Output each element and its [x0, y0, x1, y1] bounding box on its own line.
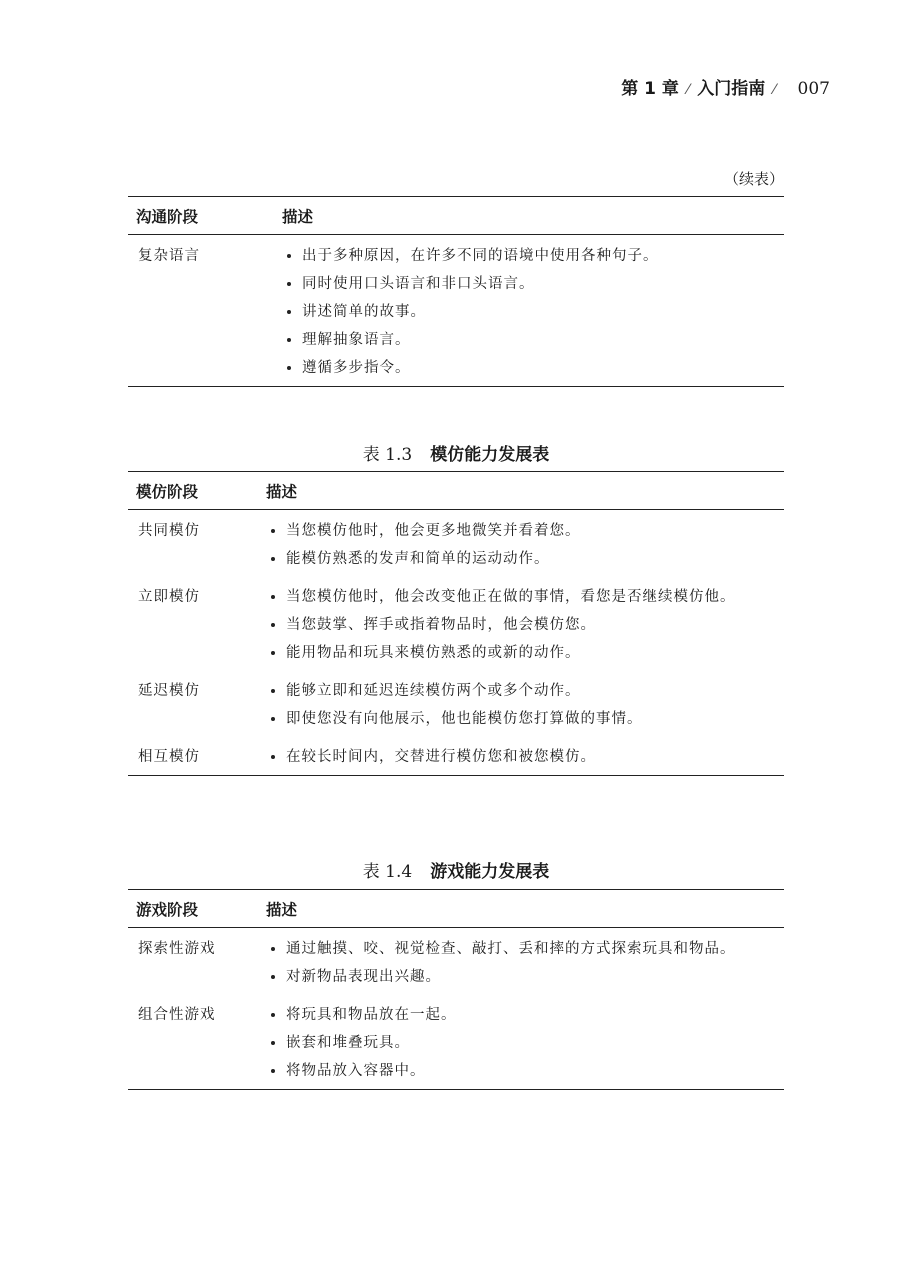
stage-cell: 相互模仿 [138, 749, 200, 765]
description-list [270, 935, 778, 991]
description-list [270, 677, 778, 733]
communication-table [128, 196, 784, 387]
column-header-stage: 沟通阶段 [136, 207, 199, 226]
section-title: 入门指南 [697, 79, 766, 99]
list-item: 当您模仿他时，他会更多地微笑并看着您。 [270, 517, 778, 545]
list-item: 能够立即和延迟连续模仿两个或多个动作。 [270, 677, 778, 705]
list-item: 讲述简单的故事。 [286, 298, 776, 326]
table-header [128, 889, 784, 928]
table-row [128, 1001, 784, 1085]
description-list [270, 583, 778, 667]
table-row [128, 677, 784, 733]
table-number: 表 1.3 [362, 445, 413, 465]
table-row [128, 583, 784, 667]
list-item: 将玩具和物品放在一起。 [270, 1001, 778, 1029]
list-item: 出于多种原因，在许多不同的语境中使用各种句子。 [286, 242, 776, 270]
separator-icon: ⁄ [773, 82, 776, 98]
table-caption [128, 857, 784, 882]
list-item: 即使您没有向他展示，他也能模仿您打算做的事情。 [270, 705, 778, 733]
running-header [621, 74, 830, 99]
stage-cell: 共同模仿 [138, 523, 200, 539]
description-list [286, 242, 776, 382]
imitation-table [128, 471, 784, 776]
table-row [128, 935, 784, 991]
table-body [128, 510, 784, 776]
stage-cell: 探索性游戏 [138, 941, 216, 957]
stage-cell: 延迟模仿 [138, 683, 200, 699]
list-item: 当您模仿他时，他会改变他正在做的事情，看您是否继续模仿他。 [270, 583, 778, 611]
separator-icon: ⁄ [686, 82, 690, 98]
column-header-description: 描述 [266, 900, 298, 919]
table-body [128, 928, 784, 1090]
page-number: 007 [797, 79, 830, 99]
play-table [128, 889, 784, 1090]
table-row [128, 517, 784, 573]
list-item: 能用物品和玩具来模仿熟悉的或新的动作。 [270, 639, 778, 667]
list-item: 能模仿熟悉的发声和简单的运动动作。 [270, 545, 778, 573]
list-item: 将物品放入容器中。 [270, 1057, 778, 1085]
chapter-label: 第 1 章 [621, 79, 679, 99]
list-item: 理解抽象语言。 [286, 326, 776, 354]
table-title: 游戏能力发展表 [430, 862, 550, 882]
list-item: 在较长时间内，交替进行模仿您和被您模仿。 [270, 743, 778, 771]
column-header-stage: 游戏阶段 [136, 900, 199, 919]
list-item: 当您鼓掌、挥手或指着物品时，他会模仿您。 [270, 611, 778, 639]
table-row [128, 242, 784, 382]
column-header-description: 描述 [266, 482, 298, 501]
table-caption [128, 440, 784, 465]
column-header-stage: 模仿阶段 [136, 482, 199, 501]
continued-label: （续表） [723, 170, 784, 188]
list-item: 嵌套和堆叠玩具。 [270, 1029, 778, 1057]
list-item: 对新物品表现出兴趣。 [270, 963, 778, 991]
description-list [270, 517, 778, 573]
table-title: 模仿能力发展表 [430, 445, 550, 465]
table-header [128, 196, 784, 235]
stage-cell: 组合性游戏 [138, 1007, 216, 1023]
table-number: 表 1.4 [362, 862, 413, 882]
column-header-description: 描述 [282, 207, 314, 226]
stage-cell: 复杂语言 [138, 248, 200, 264]
table-row [128, 743, 784, 771]
description-list [270, 1001, 778, 1085]
list-item: 同时使用口头语言和非口头语言。 [286, 270, 776, 298]
list-item: 遵循多步指令。 [286, 354, 776, 382]
description-list [270, 743, 778, 771]
table-body [128, 235, 784, 387]
list-item: 通过触摸、咬、视觉检查、敲打、丢和摔的方式探索玩具和物品。 [270, 935, 778, 963]
table-header [128, 471, 784, 510]
stage-cell: 立即模仿 [138, 589, 200, 605]
